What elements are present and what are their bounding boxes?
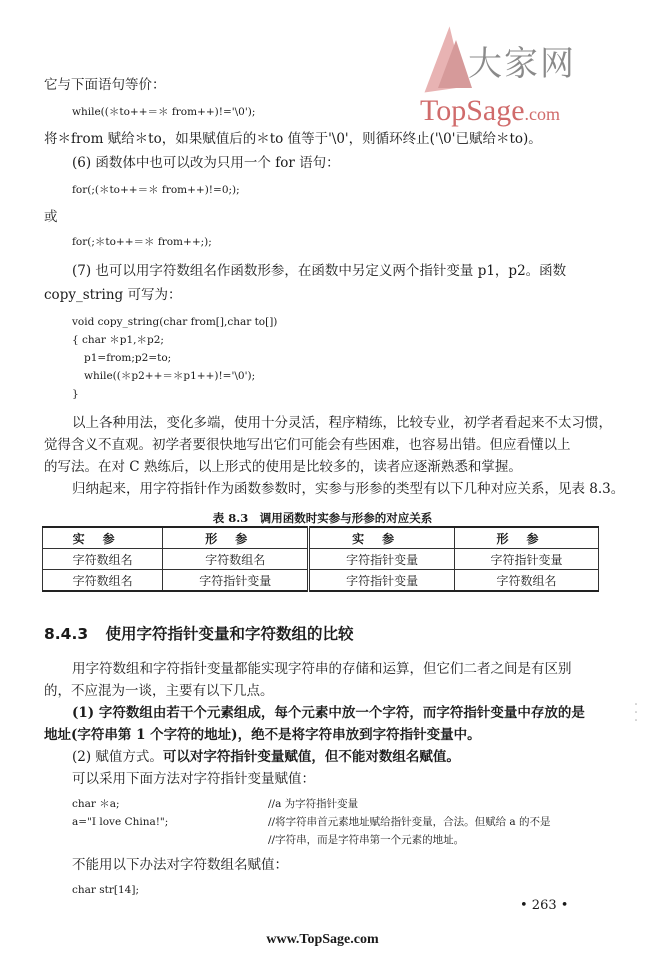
text-fragment-bold: 可以对字符指针变量赋值，但不能对数组名赋值。 [162, 749, 460, 765]
code-line: for(;＊to++＝＊ from++;); [72, 236, 212, 248]
table-cell: 字符数组名 [43, 549, 163, 570]
text-line: 归纳起来，用字符指针作为函数参数时，实参与形参的类型有以下几种对应关系，见表 8.3。 [72, 481, 625, 497]
text-line: (6) 函数体中也可以改为只用一个 for 语句： [72, 155, 340, 171]
text-line: 觉得含义不直观。初学者要很快地写出它们可能会有些困难，也容易出错。但应看懂以上 [44, 437, 571, 453]
text-line: 或 [44, 209, 58, 225]
table-header-cell: 形参 [163, 527, 309, 549]
code-line: void copy_string(char from[],char to[]) [72, 316, 278, 328]
text-line: 可以采用下面方法对字符指针变量赋值： [72, 771, 315, 787]
section-title: 使用字符指针变量和字符数组的比较 [105, 625, 354, 643]
topsage-watermark-logo [412, 18, 612, 148]
table-header-cell: 实参 [309, 527, 455, 549]
text-line-bold: 地址(字符串第 1 个字符的地址)，绝不是将字符串放到字符指针变量中。 [44, 727, 481, 743]
section-heading [44, 622, 354, 644]
footer-url: www.TopSage.com [266, 932, 379, 947]
table-cell: 字符指针变量 [455, 549, 599, 570]
code-line: { char ＊p1,＊p2; [72, 334, 164, 346]
table-header-cell: 形参 [455, 527, 599, 549]
text-line: 的写法。在对 C 熟练后，以上形式的使用是比较多的，读者应逐渐熟悉和掌握。 [44, 459, 522, 475]
table-cell: 字符指针变量 [309, 570, 455, 592]
logo-english-text: TopSage.com [420, 94, 561, 127]
code-comment: //a 为字符指针变量 [268, 798, 359, 810]
text-line: 它与下面语句等价： [44, 77, 166, 93]
table-row [43, 570, 599, 592]
table-header-cell: 实参 [43, 527, 163, 549]
text-line: 不能用以下办法对字符数组名赋值： [72, 857, 288, 873]
table-cell: 字符指针变量 [163, 570, 309, 592]
text-line: 的，不应混为一谈，主要有以下几点。 [44, 683, 274, 699]
code-line: for(;(＊to++＝＊ from++)!=0;); [72, 184, 240, 196]
code-line: char ＊a; [72, 798, 120, 810]
table-caption: 表 8.3 调用函数时实参与形参的对应关系 [212, 511, 433, 525]
code-line: p1=from;p2=to; [84, 352, 172, 364]
text-line: copy_string 可写为： [44, 287, 182, 303]
scan-dot [635, 711, 637, 713]
text-line: 以上各种用法，变化多端，使用十分灵活，程序精练，比较专业，初学者看起来不太习惯， [72, 415, 612, 431]
logo-triangle-shape-inner [438, 40, 472, 88]
logo-chinese-text: 大家网 [468, 44, 576, 84]
table-cell: 字符数组名 [163, 549, 309, 570]
table-header-row [43, 527, 599, 549]
argument-correspondence-table [42, 526, 599, 592]
text-line: 用字符数组和字符指针变量都能实现字符串的存储和运算，但它们二者之间是有区别 [72, 661, 572, 677]
page-number: • 263 • [520, 898, 569, 913]
table-cell: 字符数组名 [43, 570, 163, 592]
code-comment: //字符串，而是字符串第一个元素的地址。 [268, 834, 465, 846]
margin-scan-marks [634, 700, 638, 730]
code-comment: //将字符串首元素地址赋给指针变量，合法。但赋给 a 的不是 [268, 816, 551, 828]
code-line: while((＊to++＝＊ from++)!='\0'); [72, 106, 256, 118]
text-line: 将＊from 赋给＊to，如果赋值后的＊to 值等于'\0'，则循环终止('\0'已赋给＊to)。 [44, 131, 542, 147]
table-cell: 字符指针变量 [309, 549, 455, 570]
scan-dot [635, 719, 637, 721]
text-fragment: (2) 赋值方式。 [72, 749, 163, 765]
text-line: (7) 也可以用字符数组名作函数形参，在函数中另定义两个指针变量 p1，p2。函数 [72, 263, 567, 279]
text-line-bold: (1) 字符数组由若干个元素组成，每个元素中放一个字符，而字符指针变量中存放的是 [72, 705, 585, 721]
scan-dot [635, 703, 637, 705]
section-number: 8.4.3 [44, 625, 89, 643]
table-cell: 字符数组名 [455, 570, 599, 592]
table-row [43, 549, 599, 570]
text-line [72, 748, 460, 766]
code-line: a="I love China!"; [72, 816, 169, 828]
code-line: } [72, 388, 79, 400]
code-line: while((＊p2++＝＊p1++)!='\0'); [84, 370, 256, 382]
code-line: char str[14]; [72, 884, 139, 896]
